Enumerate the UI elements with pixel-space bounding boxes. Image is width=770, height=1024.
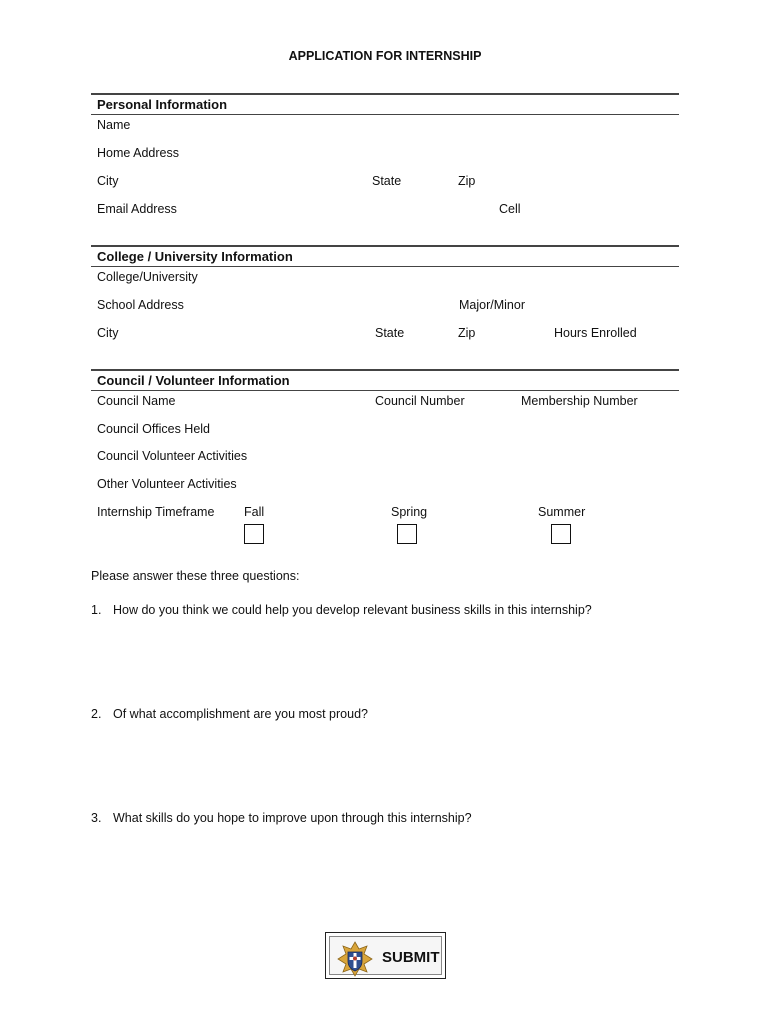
other-activities-label: Other Volunteer Activities bbox=[97, 477, 237, 491]
college-city-label: City bbox=[97, 326, 119, 340]
question-3-text: What skills do you hope to improve upon through this internship? bbox=[113, 811, 472, 825]
section-rule-top bbox=[91, 245, 679, 247]
submit-button-face bbox=[329, 936, 442, 975]
school-address-label: School Address bbox=[97, 298, 184, 312]
section-rule-bottom bbox=[91, 390, 679, 391]
membership-number-label: Membership Number bbox=[521, 394, 638, 408]
questions-intro: Please answer these three questions: bbox=[91, 569, 300, 583]
section-rule-bottom bbox=[91, 266, 679, 267]
fall-label: Fall bbox=[244, 505, 265, 519]
council-section-heading: Council / Volunteer Information bbox=[97, 373, 290, 388]
question-3-number: 3. bbox=[91, 811, 102, 825]
submit-button[interactable] bbox=[325, 932, 446, 979]
spring-checkbox[interactable] bbox=[397, 524, 417, 544]
college-state-label: State bbox=[375, 326, 405, 340]
page-title: APPLICATION FOR INTERNSHIP bbox=[288, 49, 482, 63]
name-label: Name bbox=[97, 118, 131, 132]
shield-emblem-icon bbox=[337, 941, 373, 977]
fall-checkbox[interactable] bbox=[244, 524, 264, 544]
cell-label: Cell bbox=[499, 202, 521, 216]
timeframe-label: Internship Timeframe bbox=[97, 505, 215, 519]
spring-label: Spring bbox=[391, 505, 428, 519]
summer-label: Summer bbox=[538, 505, 586, 519]
college-label: College/University bbox=[97, 270, 198, 284]
question-2-number: 2. bbox=[91, 707, 102, 721]
question-1-number: 1. bbox=[91, 603, 102, 617]
council-name-label: Council Name bbox=[97, 394, 176, 408]
section-rule-top bbox=[91, 369, 679, 371]
zip-label: Zip bbox=[458, 174, 476, 188]
question-2-text: Of what accomplishment are you most proud? bbox=[113, 707, 368, 721]
section-rule-bottom bbox=[91, 114, 679, 115]
state-label: State bbox=[372, 174, 402, 188]
summer-checkbox[interactable] bbox=[551, 524, 571, 544]
council-number-label: Council Number bbox=[375, 394, 465, 408]
volunteer-activities-label: Council Volunteer Activities bbox=[97, 449, 248, 463]
home-address-label: Home Address bbox=[97, 146, 179, 160]
personal-section-heading: Personal Information bbox=[97, 97, 228, 112]
question-1-text: How do you think we could help you develop relevant business skills in this internship? bbox=[113, 603, 592, 617]
hours-enrolled-label: Hours Enrolled bbox=[554, 326, 637, 340]
offices-held-label: Council Offices Held bbox=[97, 422, 211, 436]
email-label: Email Address bbox=[97, 202, 177, 216]
major-minor-label: Major/Minor bbox=[459, 298, 525, 312]
submit-label: SUBMIT bbox=[382, 949, 440, 966]
college-zip-label: Zip bbox=[458, 326, 476, 340]
section-rule-top bbox=[91, 93, 679, 95]
city-label: City bbox=[97, 174, 119, 188]
college-section-heading: College / University Information bbox=[97, 249, 293, 264]
